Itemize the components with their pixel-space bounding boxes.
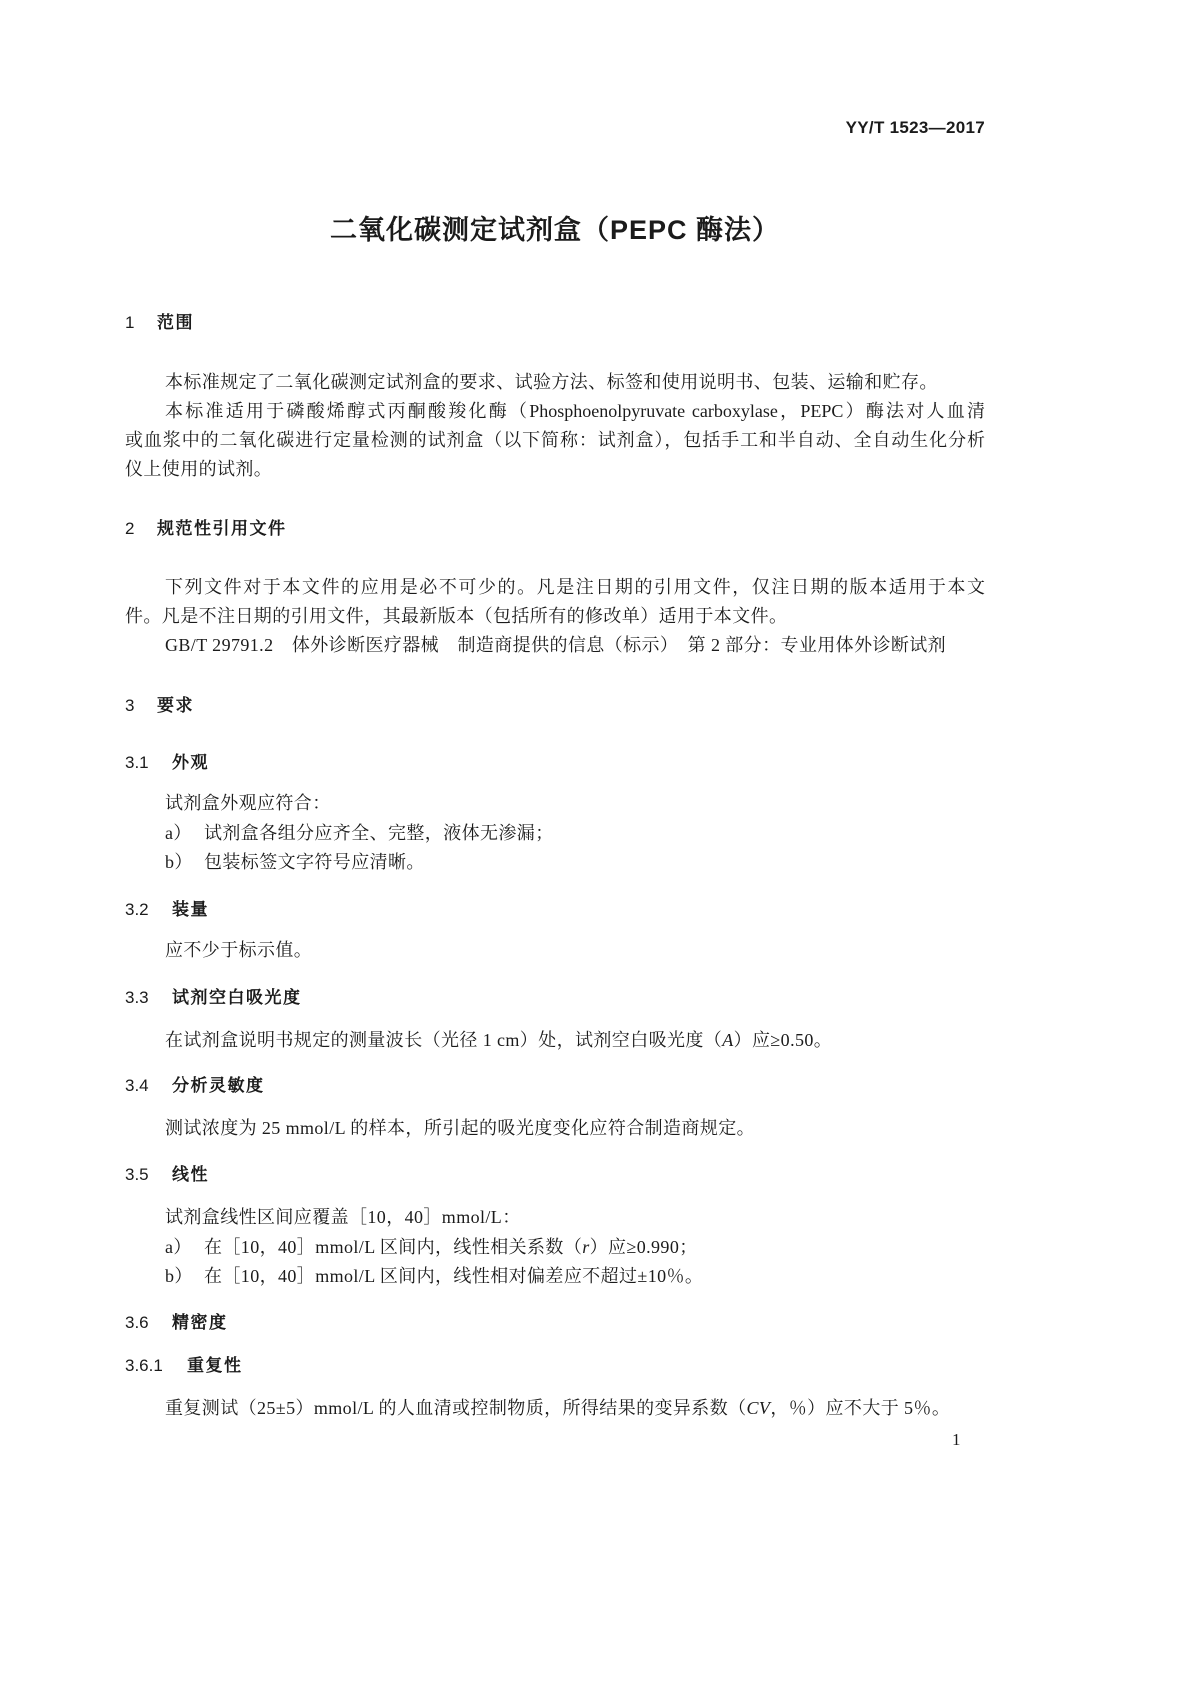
section-heading-text: 要求 (157, 696, 194, 715)
list-label: b） (165, 1266, 193, 1286)
section-heading (125, 514, 287, 542)
section-number: 3.2 (125, 900, 149, 919)
section-heading-text: 试剂空白吸光度 (172, 988, 302, 1007)
list-label: a） (165, 1237, 192, 1257)
list-label: a） (165, 823, 192, 843)
document-title: 二氧化碳测定试剂盒（PEPC 酶法） (329, 215, 781, 245)
section-heading-text: 重复性 (187, 1356, 243, 1375)
subsection-heading (125, 748, 209, 776)
text-run: 重复测试（25±5）mmol/L 的人血清或控制物质，所得结果的变异系数（ (165, 1398, 747, 1418)
section-number: 3.6 (125, 1313, 149, 1332)
paragraph-line: 试剂盒线性区间应覆盖［10，40］mmol/L： (165, 1207, 521, 1227)
paragraph-line: 仪上使用的试剂。 (125, 459, 273, 479)
italic-symbol: A (722, 1030, 734, 1050)
list-text: 包装标签文字符号应清晰。 (204, 852, 425, 872)
paragraph-line: 本标准规定了二氧化碳测定试剂盒的要求、试验方法、标签和使用说明书、包装、运输和贮存。 (165, 372, 938, 392)
italic-symbol: CV (746, 1398, 771, 1418)
paragraph-line: 件。凡是不注日期的引用文件，其最新版本（包括所有的修改单）适用于本文件。 (125, 606, 788, 626)
paragraph-line: 试剂盒外观应符合： (165, 793, 331, 813)
section-heading-text: 精密度 (172, 1313, 228, 1332)
subsubsection-heading (125, 1351, 243, 1379)
section-heading (125, 308, 194, 336)
section-number: 1 (125, 313, 135, 332)
section-number: 2 (125, 519, 135, 538)
reference-entry: GB/T 29791.2 体外诊断医疗器械 制造商提供的信息（标示） 第 2 部分：专业用体外诊断试剂 (165, 635, 947, 655)
text-run: ，％）应不大于 5％。 (770, 1398, 951, 1418)
list-text: 在［10，40］mmol/L 区间内，线性相对偏差应不超过±10％。 (204, 1266, 704, 1286)
subsection-heading (125, 1160, 209, 1188)
section-number: 3.5 (125, 1165, 149, 1184)
section-number: 3.6.1 (125, 1356, 163, 1375)
paragraph-line: 本标准适用于磷酸烯醇式丙酮酸羧化酶（Phosphoenolpyruvate carboxylase，PEPC）酶法对人血清 (165, 401, 985, 421)
section-number: 3 (125, 696, 135, 715)
subsection-heading (125, 1308, 228, 1336)
paragraph-line: 测试浓度为 25 mmol/L 的样本，所引起的吸光度变化应符合制造商规定。 (165, 1118, 756, 1138)
section-heading-text: 外观 (172, 753, 209, 772)
paragraph-line (165, 1394, 950, 1422)
list-item (165, 1262, 703, 1290)
section-number: 3.4 (125, 1076, 149, 1095)
section-heading-text: 装量 (172, 900, 209, 919)
section-number: 3.1 (125, 753, 149, 772)
standard-code: YY/T 1523—2017 (845, 118, 985, 137)
text-run: ）应≥0.50。 (733, 1030, 833, 1050)
paragraph-line: 或血浆中的二氧化碳进行定量检测的试剂盒（以下简称：试剂盒），包括手工和半自动、全自动生化分析 (125, 430, 985, 450)
paragraph-line (165, 1026, 832, 1054)
subsection-heading (125, 1071, 265, 1099)
text-run: ）应≥0.990； (589, 1237, 698, 1257)
subsection-heading (125, 983, 302, 1011)
italic-symbol: r (582, 1237, 590, 1257)
section-heading-text: 分析灵敏度 (172, 1076, 265, 1095)
subsection-heading (125, 895, 209, 923)
list-item (165, 1233, 698, 1261)
section-heading-text: 范围 (157, 313, 194, 332)
section-number: 3.3 (125, 988, 149, 1007)
section-heading-text: 规范性引用文件 (157, 519, 287, 538)
page-number: 1 (952, 1430, 961, 1449)
paragraph-line: 下列文件对于本文件的应用是必不可少的。凡是注日期的引用文件，仅注日期的版本适用于本文 (165, 577, 985, 597)
section-heading-text: 线性 (172, 1165, 209, 1184)
paragraph-line: 应不少于标示值。 (165, 940, 313, 960)
list-label: b） (165, 852, 193, 872)
text-run: 在试剂盒说明书规定的测量波长（光径 1 cm）处，试剂空白吸光度（ (165, 1030, 723, 1050)
list-item (165, 848, 425, 876)
list-item (165, 819, 554, 847)
section-heading (125, 691, 194, 719)
text-run: 在［10，40］mmol/L 区间内，线性相关系数（ (204, 1237, 583, 1257)
list-text: 试剂盒各组分应齐全、完整，液体无渗漏； (204, 823, 554, 843)
